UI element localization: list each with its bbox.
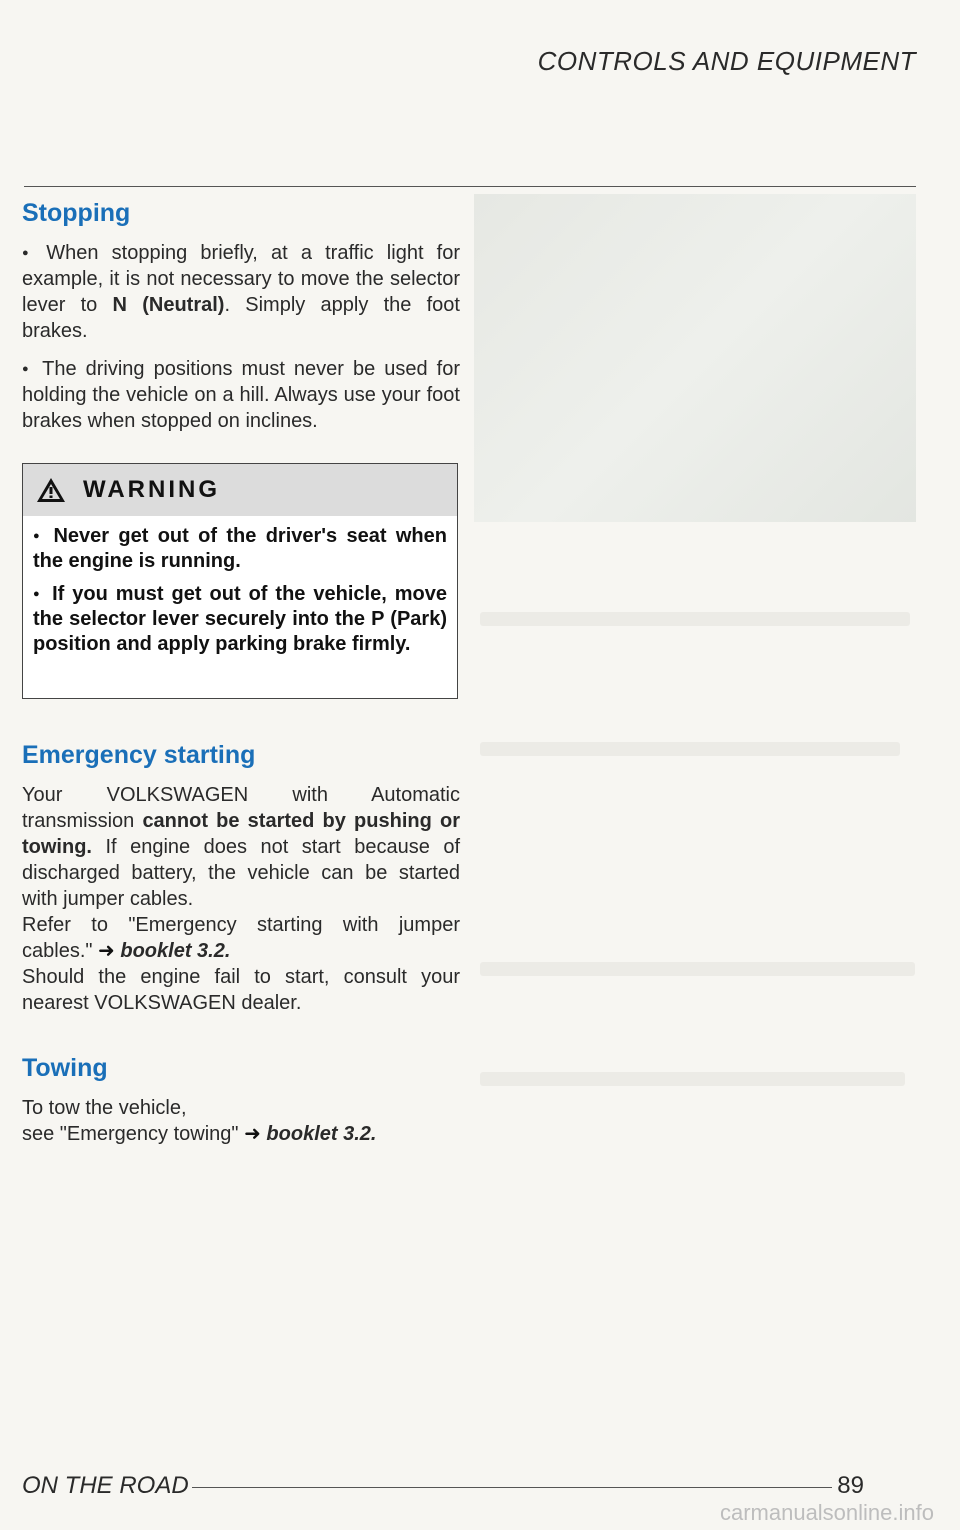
arrow-right-icon: ➜: [98, 940, 115, 962]
towing-section: [22, 1055, 460, 1159]
header-title: CONTROLS AND EQUIPMENT: [537, 46, 916, 76]
neutral-emphasis: N (Neutral): [112, 294, 225, 316]
booklet-reference: booklet 3.2.: [266, 1123, 377, 1145]
text-run: Refer to "Emergency starting with jumper cables.": [22, 914, 460, 962]
stopping-section: [22, 200, 460, 446]
footer-section-label: ON THE ROAD: [22, 1472, 189, 1499]
header-rule: [24, 186, 916, 187]
faded-text-line: [480, 962, 915, 976]
booklet-reference: booklet 3.2.: [120, 940, 231, 962]
warning-box: [22, 463, 458, 699]
warning-label: WARNING: [83, 476, 220, 503]
footer-rule: [192, 1487, 832, 1488]
stopping-paragraph-2: ● The driving positions must never be used for holding the vehicle on a hill. Always use your foot brakes when stopped on inclines.: [22, 356, 460, 434]
stopping-paragraph-1: [22, 240, 460, 344]
text-run: . Simply apply the foot brakes.: [22, 294, 460, 342]
stopping-heading: Stopping: [22, 199, 131, 227]
emergency-section: [22, 742, 460, 1028]
warning-item: ● Never get out of the driver's seat when the engine is running.: [33, 524, 447, 574]
warning-header: [23, 464, 457, 516]
warning-triangle-icon: [35, 476, 67, 504]
emergency-paragraph-1: [22, 782, 460, 912]
faded-illustration: [474, 194, 916, 522]
faded-text-line: [480, 1072, 905, 1086]
cannot-start-emphasis: cannot be started by pushing or towing.: [22, 810, 460, 858]
emergency-heading: Emergency starting: [22, 741, 256, 769]
text-run: If engine does not start because of discharged battery, the vehicle can be started with jumper cables.: [22, 836, 460, 910]
emergency-paragraph-3: Should the engine fail to start, consult your nearest VOLKSWAGEN dealer.: [22, 966, 460, 1014]
text-run: Your VOLKSWAGEN with Automatic transmission: [22, 784, 460, 832]
faded-text-line: [480, 612, 910, 626]
faded-text-line: [480, 742, 900, 756]
towing-heading: Towing: [22, 1054, 108, 1082]
watermark: carmanualsonline.info: [719, 1500, 934, 1525]
page-number: 89: [837, 1472, 864, 1499]
text-run: see "Emergency towing": [22, 1123, 245, 1145]
towing-paragraph-2: [22, 1121, 460, 1147]
arrow-right-icon: ➜: [244, 1123, 261, 1145]
text-run: When stopping briefly, at a traffic light for example, it is not necessary to move the selector lever to: [22, 242, 460, 316]
towing-paragraph-1: To tow the vehicle,: [22, 1097, 187, 1119]
warning-item: ● If you must get out of the vehicle, move the selector lever securely into the P (Park) position and apply parking brake firmly.: [33, 582, 447, 657]
warning-body: [23, 516, 457, 657]
emergency-paragraph-2: [22, 912, 460, 964]
